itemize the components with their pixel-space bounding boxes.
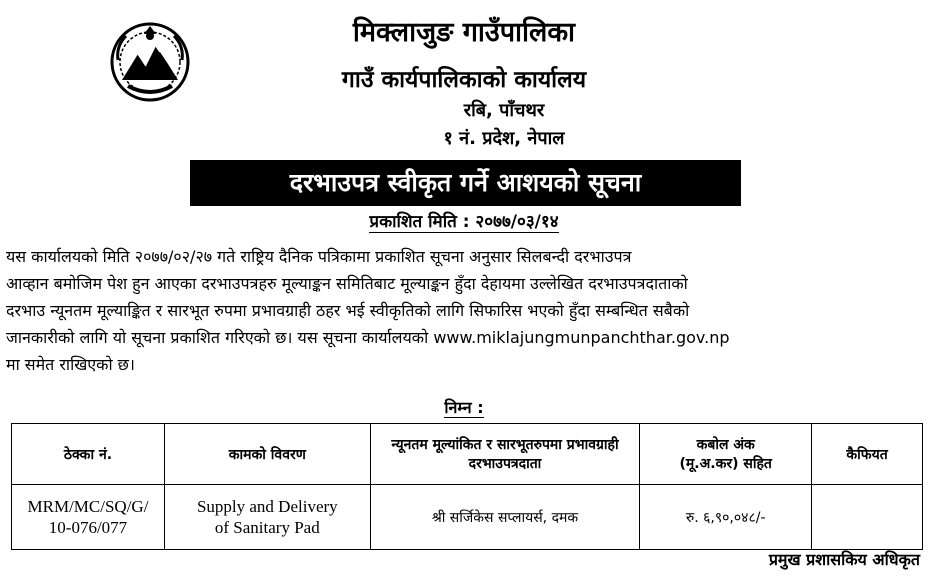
table-header-row [12, 424, 923, 485]
contract-no-line1: MRM/MC/SQ/G/ [27, 497, 149, 516]
notice-body-line: आव्हान बमोजिम पेश हुन आएका दरभाउपत्रहरु मूल्याङ्कन समितिबाट मूल्याङ्कन हुँदा देहायमा उल्लेखित दरभाउपत्रदाताको [6, 274, 688, 293]
cell-amount: रु. ६,९०,०४८/- [640, 485, 812, 550]
table-heading: निम्न : [444, 398, 484, 417]
office-name: गाउँ कार्यपालिकाको कार्यालय [341, 67, 587, 93]
notice-body-line: मा समेत राखिएको छ। [6, 355, 135, 374]
header-bidder: न्यूनतम मूल्यांकित र सारभूतरुपमा प्रभावग्राही दरभाउपत्रदाता [370, 424, 640, 485]
description-line2: of Sanitary Pad [214, 518, 320, 537]
office-province: १ नं. प्रदेश, नेपाल [443, 128, 565, 149]
notice-body-line: यस कार्यालयको मिति २०७७/०२/२७ गते राष्ट्रिय दैनिक पत्रिकामा प्रकाशित सूचना अनुसार सिलबन्दी दरभाउपत्र [6, 247, 632, 266]
cell-contract-no [12, 485, 165, 550]
header-amount-line1: कबोल अंक [696, 437, 755, 453]
header-description: कामको विवरण [164, 424, 370, 485]
notice-body-line: जानकारीको लागि यो सूचना प्रकाशित गरिएको छ। यस सूचना कार्यालयको www.miklajungmunpanchthar.gov.np [6, 328, 730, 347]
cell-bidder: श्री सर्जिकेस सप्लायर्स, दमक [370, 485, 640, 550]
table-row [12, 485, 923, 550]
cell-description [164, 485, 370, 550]
header-amount [640, 424, 812, 485]
office-location: रबि, पाँचथर [463, 100, 545, 121]
notice-title: दरभाउपत्र स्वीकृत गर्ने आशयको सूचना [190, 160, 741, 206]
notice-body-line: दरभाउ न्यूनतम मूल्याङ्कित र सारभूत रुपमा प्रभावग्राही ठहर भई स्वीकृतिको लागि सिफारिस भएको हुँदा सम्बन्धित सबैको [6, 301, 690, 320]
signatory: प्रमुख प्रशासकिय अधिकृत [768, 550, 920, 569]
contract-no-line2: 10-076/077 [48, 518, 128, 537]
header-amount-line2: (मू.अ.कर) सहित [679, 456, 772, 472]
header-contract-no: ठेक्का नं. [12, 424, 165, 485]
published-date: प्रकाशित मिति : २०७७/०३/१४ [369, 212, 559, 232]
header-remarks: कैफियत [812, 424, 923, 485]
municipality-name: मिक्लाजुङ गाउँपालिका [352, 17, 576, 48]
bid-table [11, 423, 923, 550]
cell-remarks [812, 485, 923, 550]
description-line1: Supply and Delivery [196, 497, 338, 516]
